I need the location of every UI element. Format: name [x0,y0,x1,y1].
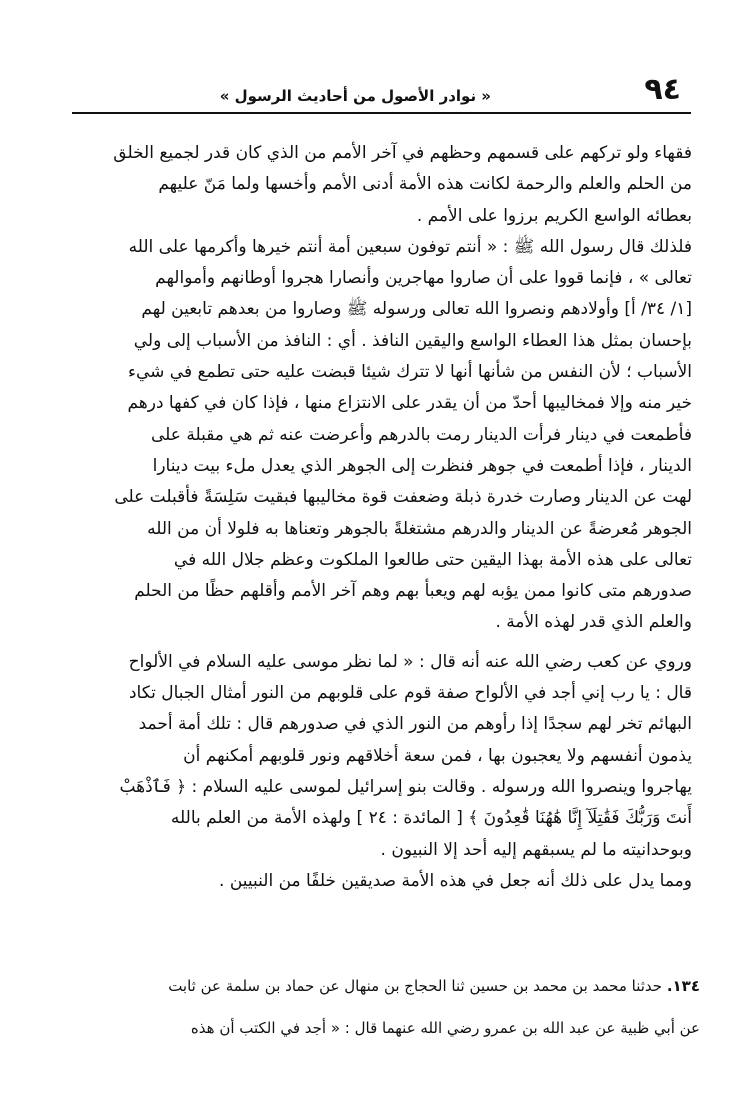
text-line: قال : يا رب إني أجد في الألواح صفة قوم على قلوبهم من النور أمثال الجبال تكاد [128,683,692,704]
text-line: تعالى على هذه الأمة بهذا اليقين حتى طالعوا الملكوت وعظم جلال الله في [173,549,692,570]
text-line: فلذلك قال رسول الله ﷺ : « أنتم توفون سبعين أمة أنتم خيرها وأكرمها على الله [128,236,692,257]
text-line: يهاجروا وينصروا الله ورسوله . وقالت بنو إسرائيل لموسى عليه السلام : ﴿ فَٱذْهَبْ [119,776,692,797]
text-line: الأسباب ؛ لأن النفس من شأنها أنها لا تترك شيئا قبضت عليه حتى تطمع في شيء [127,362,692,383]
hadith-number: ١٣٤. [666,977,700,995]
text-line: لهت عن الدينار وصارت خدرة ذبلة وضعفت قوة مخاليبها فبقيت سَلِسَةً فأقبلت على [114,487,692,508]
text-line: تعالى » ، فإنما قووا على أن صاروا مهاجرين وأنصارا هجروا أوطانهم وأموالهم [155,268,692,289]
text-line: خير منه وإلا فمخاليبها أحدّ من أن يقدر على الانتزاع منها ، فإذا كان في كفها درهم [127,393,692,414]
text-line: من الحلم والعلم والرحمة لكانت هذه الأمة أدنى الأمم وأخسها ولما مَنّ عليهم [158,174,692,195]
main-text [72,138,692,897]
page-number: ٩٤ [644,72,681,107]
text-line: فقهاء ولو تركهم على قسمهم وحظهم في آخر الأمم من الذي كان قدر لجميع الخلق [113,143,692,163]
text-line: البهائم تخر لهم سجدًا إذا رأوهم من النور الذي في صدورهم قال : تلك أمة أحمد [138,714,692,735]
text-line: أَنتَ وَرَبُّكَ فَقَٰتِلَآ إِنَّا هَٰهُنَا قَٰعِدُونَ ﴾ [ المائدة : ٢٤ ] ولهذه الأمة من العلم بالله [170,808,692,829]
text-line: ومما يدل على ذلك أنه جعل في هذه الأمة صديقين خلفًا من النبيين . [219,870,692,891]
running-title: « نوادر الأصول من أحاديث الرسول » [219,87,491,105]
paragraph-gap [72,639,692,647]
text-line: صدورهم متى كانوا ممن يؤبه لهم ويعبأ بهم وهم آخر الأمم وأقلهم حظًا من الحلم [134,581,692,602]
text-line: وروي عن كعب رضي الله عنه أنه قال : « لما نظر موسى عليه السلام في الألواح [128,651,692,672]
text-line: [١/ ٣٤/ أ] وأولادهم ونصروا الله تعالى ورسوله ﷺ وصاروا من بعدهم تابعين لهم [141,299,692,320]
page-header [72,72,691,114]
text-line: يذمون أنفسهم ولا يعجبون بها ، فمن سعة أخلاقهم ونور قلوبهم أمكنهم أن [183,745,692,766]
hadith-line [60,965,700,1007]
text-line: بعطائه الواسع الكريم برزوا على الأمم . [416,205,692,226]
text-line: وبوحدانيته ما لم يسبقهم إليه أحد إلا النبيون . [380,839,692,860]
hadith-block [60,965,700,1049]
text-line: فأطمعت في دينار فرأت الدينار رمت بالدرهم وأعرضت عنه ثم هي مقبلة على [150,424,692,445]
text-line: الجوهر مُعرضةً عن الدينار والدرهم مشتغلةً بالجوهر وتعناها به فلولا أن من الله [147,518,692,539]
header-rule [72,112,691,114]
text-line: بإحسان بمثل هذا العطاء الواسع واليقين النافذ . أي : النافذ من الأسباب إلى ولي [133,330,692,351]
hadith-line: عن أبي ظبية عن عبد الله بن عمرو رضي الله عنهما قال : « أجد في الكتب أن هذه [190,1019,700,1037]
text-line: والعلم الذي قدر لهذه الأمة . [495,612,692,633]
text-line: الدينار ، فإذا أطمعت في جوهر فنظرت إلى الجوهر الذي يعدل ملء بيت دينارا [152,455,692,476]
hadith-chain: حدثنا محمد بن محمد بن حسين ثنا الحجاج بن منهال عن حماد بن سلمة عن ثابت [168,977,663,995]
